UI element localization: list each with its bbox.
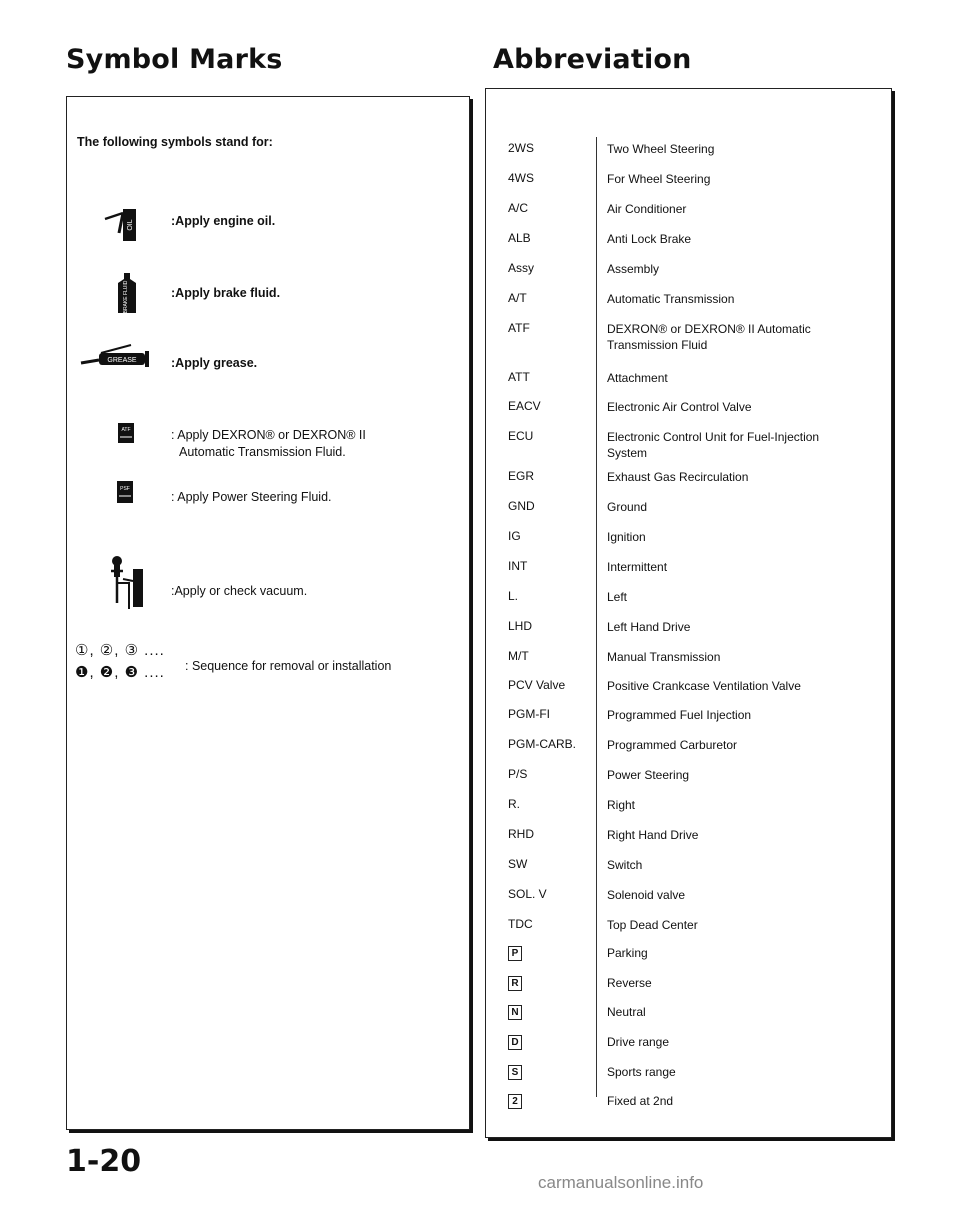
abbreviation-key: A/C	[508, 201, 529, 215]
abbreviation-key: TDC	[508, 917, 533, 931]
psf-container-icon	[117, 481, 133, 508]
oil-can-icon	[103, 207, 137, 248]
abbreviation-meaning-line: Two Wheel Steering	[607, 142, 715, 156]
symbol-row-brake-fluid	[67, 280, 467, 325]
abbreviation-meaning-line: Fixed at 2nd	[607, 1094, 674, 1108]
abbreviation-meaning	[607, 737, 877, 753]
symbols-intro: The following symbols stand for:	[77, 135, 273, 149]
symbol-label-atf	[171, 427, 366, 461]
abbreviation-key: SW	[508, 857, 528, 871]
abbreviation-meaning	[607, 649, 877, 665]
abbreviation-key: PCV Valve	[508, 678, 566, 692]
symbol-row-vacuum	[67, 583, 467, 623]
abbreviation-key: EACV	[508, 399, 541, 413]
svg-text:OIL: OIL	[127, 219, 134, 231]
abbreviation-meaning	[607, 797, 877, 813]
abbreviation-meaning-line: Air Conditioner	[607, 202, 687, 216]
abbreviation-meaning-line: System	[607, 446, 648, 460]
abbreviation-meaning-line: Neutral	[607, 1005, 646, 1019]
abbreviation-meaning-line: Manual Transmission	[607, 650, 721, 664]
sequence-marks-filled: ❶, ❷, ❸ ....	[75, 664, 165, 681]
abbreviation-title: Abbreviation	[493, 44, 692, 75]
abbreviation-meaning-line: Programmed Carburetor	[607, 738, 738, 752]
shift-position-mark: 2	[508, 1094, 522, 1109]
symbol-row-grease	[67, 355, 467, 395]
abbreviation-meaning-line: Sports range	[607, 1065, 676, 1079]
svg-text:GREASE: GREASE	[107, 357, 137, 364]
abbreviation-key: PGM-CARB.	[508, 737, 577, 751]
abbreviation-meaning	[607, 1093, 877, 1109]
abbreviation-meaning	[607, 707, 877, 723]
symbol-row-psf	[67, 486, 467, 529]
symbol-row-atf	[67, 427, 467, 467]
abbreviation-meaning	[607, 529, 877, 545]
abbreviation-key: IG	[508, 529, 521, 543]
abbreviation-key: INT	[508, 559, 528, 573]
abbreviation-key: EGR	[508, 469, 535, 483]
abbreviation-meaning-line: Top Dead Center	[607, 918, 698, 932]
shift-position-mark: D	[508, 1035, 522, 1050]
abbreviation-meaning	[607, 429, 877, 461]
abbreviation-meaning	[607, 857, 877, 873]
vacuum-gauge-icon	[109, 553, 145, 616]
abbreviation-meaning	[607, 321, 877, 353]
abbreviation-key-boxed	[508, 1034, 522, 1050]
abbreviation-key: A/T	[508, 291, 527, 305]
abbreviation-key-boxed	[508, 1093, 522, 1109]
abbreviation-meaning-line: Programmed Fuel Injection	[607, 708, 752, 722]
atf-container-icon	[118, 423, 134, 448]
abbreviation-meaning-line: For Wheel Steering	[607, 172, 711, 186]
abbreviation-meaning-line: Attachment	[607, 371, 668, 385]
abbreviation-meaning	[607, 1004, 877, 1020]
abbreviation-meaning	[607, 1034, 877, 1050]
abbreviation-key: RHD	[508, 827, 534, 841]
abbreviation-key: L.	[508, 589, 519, 603]
svg-text:BRAKE FLUID: BRAKE FLUID	[123, 280, 129, 313]
abbreviation-meaning	[607, 1064, 877, 1080]
watermark-text: carmanualsonline.info	[538, 1173, 704, 1192]
abbreviation-key: 4WS	[508, 171, 535, 185]
shift-position-mark: S	[508, 1065, 522, 1080]
column-divider	[596, 137, 597, 1097]
svg-text:PSF: PSF	[120, 486, 130, 492]
abbreviation-meaning-line: Drive range	[607, 1035, 670, 1049]
sequence-marks-outline: ①, ②, ③ ....	[75, 642, 165, 659]
abbreviation-meaning-line: Positive Crankcase Ventilation Valve	[607, 679, 801, 693]
abbreviation-meaning	[607, 291, 877, 307]
page-number: 1-20	[66, 1144, 142, 1179]
symbol-marks-box	[66, 96, 470, 1130]
abbreviation-key: LHD	[508, 619, 533, 633]
abbreviation-key-boxed	[508, 1004, 522, 1020]
symbol-label-psf: : Apply Power Steering Fluid.	[171, 490, 332, 504]
abbreviation-key: ATF	[508, 321, 530, 335]
abbreviation-key: SOL. V	[508, 887, 547, 901]
symbol-label-grease: :Apply grease.	[171, 356, 258, 370]
symbol-marks-title: Symbol Marks	[66, 44, 283, 75]
abbreviation-meaning-line: Parking	[607, 946, 648, 960]
symbol-label-brake-fluid: :Apply brake fluid.	[171, 286, 281, 300]
abbreviation-box	[485, 88, 892, 1138]
abbreviation-meaning	[607, 399, 877, 415]
abbreviation-meaning	[607, 619, 877, 635]
abbreviation-meaning-line: Left	[607, 590, 628, 604]
abbreviation-meaning	[607, 370, 877, 386]
abbreviation-meaning	[607, 499, 877, 515]
abbreviation-key: Assy	[508, 261, 535, 275]
abbreviation-meaning	[607, 917, 877, 933]
abbreviation-meaning-line: Switch	[607, 858, 643, 872]
abbreviation-key-boxed	[508, 1064, 522, 1080]
grease-gun-icon	[79, 341, 159, 376]
shift-position-mark: P	[508, 946, 522, 961]
symbol-label-atf-line2: Automatic Transmission Fluid.	[179, 445, 346, 459]
abbreviation-key: R.	[508, 797, 520, 811]
abbreviation-key: ECU	[508, 429, 534, 443]
abbreviation-meaning	[607, 827, 877, 843]
abbreviation-key: GND	[508, 499, 535, 513]
sequence-description: : Sequence for removal or installation	[185, 659, 392, 673]
abbreviation-meaning	[607, 559, 877, 575]
abbreviation-meaning	[607, 201, 877, 217]
abbreviation-meaning-line: Electronic Control Unit for Fuel-Injection	[607, 430, 820, 444]
abbreviation-key: ATT	[508, 370, 530, 384]
svg-text:ATF: ATF	[121, 427, 131, 433]
symbol-row-engine-oil	[67, 213, 467, 253]
abbreviation-meaning-line: Power Steering	[607, 768, 690, 782]
abbreviation-key-boxed	[508, 975, 522, 991]
abbreviation-meaning-line: Right Hand Drive	[607, 828, 699, 842]
abbreviation-meaning-line: Right	[607, 798, 636, 812]
shift-position-mark: R	[508, 976, 522, 991]
shift-position-mark: N	[508, 1005, 522, 1020]
brake-fluid-icon	[117, 271, 137, 318]
abbreviation-meaning-line: Reverse	[607, 976, 652, 990]
symbol-label-engine-oil: :Apply engine oil.	[171, 214, 276, 228]
abbreviation-meaning	[607, 678, 877, 694]
abbreviation-meaning-line: DEXRON® or DEXRON® II Automatic	[607, 322, 811, 336]
abbreviation-key-boxed	[508, 945, 522, 961]
abbreviation-meaning-line: Exhaust Gas Recirculation	[607, 470, 749, 484]
abbreviation-meaning	[607, 887, 877, 903]
abbreviation-key: 2WS	[508, 141, 535, 155]
abbreviation-meaning-line: Solenoid valve	[607, 888, 686, 902]
abbreviation-meaning	[607, 589, 877, 605]
symbol-label-vacuum: :Apply or check vacuum.	[171, 584, 308, 598]
abbreviation-meaning	[607, 469, 877, 485]
abbreviation-meaning	[607, 141, 877, 157]
abbreviation-meaning	[607, 975, 877, 991]
abbreviation-meaning-line: Left Hand Drive	[607, 620, 691, 634]
abbreviation-meaning	[607, 261, 877, 277]
abbreviation-meaning	[607, 231, 877, 247]
abbreviation-key: P/S	[508, 767, 528, 781]
abbreviation-meaning	[607, 171, 877, 187]
abbreviation-meaning	[607, 945, 877, 961]
abbreviation-meaning-line: Electronic Air Control Valve	[607, 400, 752, 414]
abbreviation-meaning-line: Transmission Fluid	[607, 338, 708, 352]
abbreviation-key: M/T	[508, 649, 529, 663]
abbreviation-meaning-line: Automatic Transmission	[607, 292, 735, 306]
symbol-label-atf-line1: : Apply DEXRON® or DEXRON® II	[171, 428, 366, 442]
abbreviation-meaning-line: Intermittent	[607, 560, 668, 574]
abbreviation-key: PGM-FI	[508, 707, 550, 721]
abbreviation-meaning	[607, 767, 877, 783]
abbreviation-key: ALB	[508, 231, 531, 245]
abbreviation-meaning-line: Anti Lock Brake	[607, 232, 692, 246]
abbreviation-meaning-line: Assembly	[607, 262, 660, 276]
abbreviation-meaning-line: Ignition	[607, 530, 646, 544]
abbreviation-meaning-line: Ground	[607, 500, 648, 514]
